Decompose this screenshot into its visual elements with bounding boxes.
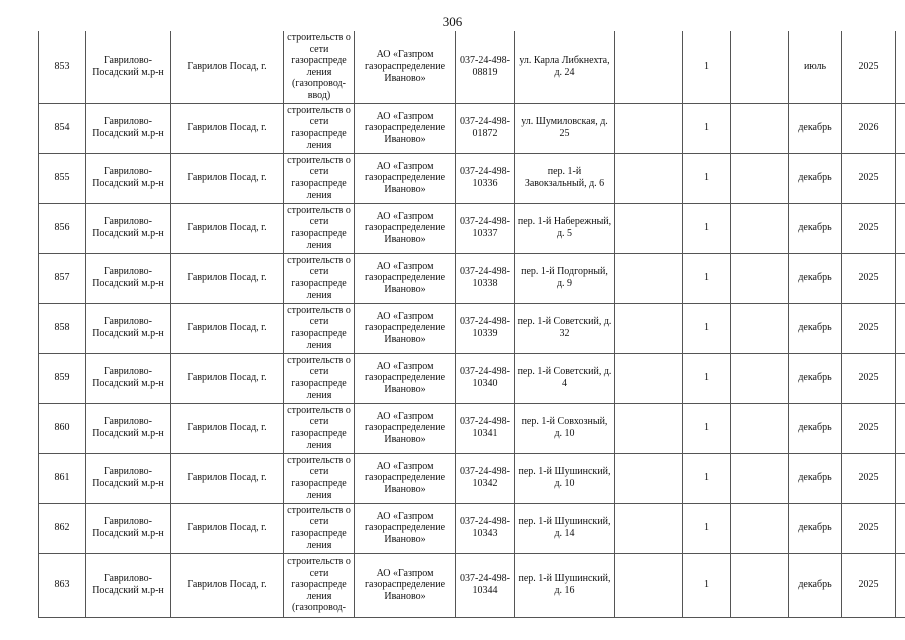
count-cell: 1 [683,303,731,353]
row-number-cell: 857 [39,253,86,303]
year-cell: 2025 [842,203,896,253]
empty-cell [615,253,683,303]
cadastral-code-cell: 037-24-498-10343 [456,503,515,553]
operator-cell: АО «Газпром газораспределение Иваново» [355,103,456,153]
table-row [39,453,905,503]
empty-cell [615,203,683,253]
count-cell: 1 [683,353,731,403]
locality-cell: Гаврилов Посад, г. [171,253,284,303]
object-cell: строительств о сети газораспреде ления [284,303,355,353]
address-cell: ул. Шумиловская, д. 25 [515,103,615,153]
locality-cell: Гаврилов Посад, г. [171,453,284,503]
operator-cell: АО «Газпром газораспределение Иваново» [355,31,456,103]
address-cell: пер. 1-й Набережный, д. 5 [515,203,615,253]
empty-cell [731,253,789,303]
month-cell: декабрь [789,153,842,203]
address-cell: пер. 1-й Подгорный, д. 9 [515,253,615,303]
empty-cell [615,553,683,617]
empty-cell [615,453,683,503]
table-row [39,31,905,103]
empty-cell [731,503,789,553]
locality-cell: Гаврилов Посад, г. [171,403,284,453]
empty-cell [615,403,683,453]
cadastral-code-cell: 037-24-498-10341 [456,403,515,453]
table-row [39,203,905,253]
empty-cell [896,503,905,553]
table-row [39,103,905,153]
locality-cell: Гаврилов Посад, г. [171,353,284,403]
year-cell: 2025 [842,153,896,203]
district-cell: Гаврилово-Посадский м.р-н [86,153,171,203]
operator-cell: АО «Газпром газораспределение Иваново» [355,153,456,203]
table-row [39,303,905,353]
count-cell: 1 [683,403,731,453]
object-cell: строительств о сети газораспреде ления (газопровод- [284,553,355,617]
table-row [39,503,905,553]
year-cell: 2025 [842,303,896,353]
row-number-cell: 860 [39,403,86,453]
empty-cell [615,353,683,403]
empty-cell [896,253,905,303]
object-cell: строительств о сети газораспреде ления (газопровод-ввод) [284,31,355,103]
cadastral-code-cell: 037-24-498-10340 [456,353,515,403]
year-cell: 2025 [842,453,896,503]
address-cell: пер. 1-й Совхозный, д. 10 [515,403,615,453]
object-cell: строительств о сети газораспреде ления [284,503,355,553]
district-cell: Гаврилово-Посадский м.р-н [86,353,171,403]
address-cell: пер. 1-й Шушинский, д. 16 [515,553,615,617]
cadastral-code-cell: 037-24-498-10339 [456,303,515,353]
district-cell: Гаврилово-Посадский м.р-н [86,203,171,253]
operator-cell: АО «Газпром газораспределение Иваново» [355,553,456,617]
empty-cell [731,353,789,403]
month-cell: декабрь [789,303,842,353]
row-number-cell: 856 [39,203,86,253]
table-row [39,353,905,403]
locality-cell: Гаврилов Посад, г. [171,31,284,103]
empty-cell [731,203,789,253]
count-cell: 1 [683,31,731,103]
operator-cell: АО «Газпром газораспределение Иваново» [355,453,456,503]
row-number-cell: 863 [39,553,86,617]
cadastral-code-cell: 037-24-498-10336 [456,153,515,203]
table-body [39,31,905,617]
object-cell: строительств о сети газораспреде ления [284,203,355,253]
empty-cell [615,103,683,153]
operator-cell: АО «Газпром газораспределение Иваново» [355,253,456,303]
object-cell: строительств о сети газораспреде ления [284,353,355,403]
row-number-cell: 855 [39,153,86,203]
empty-cell [615,153,683,203]
district-cell: Гаврилово-Посадский м.р-н [86,103,171,153]
empty-cell [731,453,789,503]
address-cell: пер. 1-й Шушинский, д. 10 [515,453,615,503]
row-number-cell: 854 [39,103,86,153]
row-number-cell: 859 [39,353,86,403]
page-number: 306 [442,14,463,29]
table-row [39,153,905,203]
operator-cell: АО «Газпром газораспределение Иваново» [355,503,456,553]
empty-cell [896,31,905,103]
year-cell: 2026 [842,103,896,153]
locality-cell: Гаврилов Посад, г. [171,303,284,353]
cadastral-code-cell: 037-24-498-10344 [456,553,515,617]
district-cell: Гаврилово-Посадский м.р-н [86,31,171,103]
count-cell: 1 [683,453,731,503]
district-cell: Гаврилово-Посадский м.р-н [86,503,171,553]
operator-cell: АО «Газпром газораспределение Иваново» [355,303,456,353]
year-cell: 2025 [842,503,896,553]
cadastral-code-cell: 037-24-498-10337 [456,203,515,253]
count-cell: 1 [683,253,731,303]
district-cell: Гаврилово-Посадский м.р-н [86,253,171,303]
empty-cell [896,303,905,353]
object-cell: строительств о сети газораспреде ления [284,453,355,503]
district-cell: Гаврилово-Посадский м.р-н [86,453,171,503]
month-cell: декабрь [789,453,842,503]
object-cell: строительств о сети газораспреде ления [284,103,355,153]
month-cell: декабрь [789,503,842,553]
object-cell: строительств о сети газораспреде ления [284,253,355,303]
empty-cell [731,31,789,103]
empty-cell [615,31,683,103]
table-row [39,403,905,453]
month-cell: декабрь [789,253,842,303]
address-cell: пер. 1-й Завокзальный, д. 6 [515,153,615,203]
empty-cell [731,403,789,453]
empty-cell [896,103,905,153]
gasification-table [38,31,905,618]
table-row [39,253,905,303]
address-cell: ул. Карла Либкнехта, д. 24 [515,31,615,103]
empty-cell [615,503,683,553]
empty-cell [896,153,905,203]
month-cell: декабрь [789,203,842,253]
empty-cell [896,353,905,403]
empty-cell [896,403,905,453]
empty-cell [731,153,789,203]
district-cell: Гаврилово-Посадский м.р-н [86,553,171,617]
locality-cell: Гаврилов Посад, г. [171,503,284,553]
row-number-cell: 861 [39,453,86,503]
locality-cell: Гаврилов Посад, г. [171,203,284,253]
empty-cell [896,453,905,503]
district-cell: Гаврилово-Посадский м.р-н [86,403,171,453]
year-cell: 2025 [842,553,896,617]
address-cell: пер. 1-й Шушинский, д. 14 [515,503,615,553]
empty-cell [615,303,683,353]
year-cell: 2025 [842,31,896,103]
address-cell: пер. 1-й Советский, д. 4 [515,353,615,403]
empty-cell [896,203,905,253]
month-cell: декабрь [789,403,842,453]
locality-cell: Гаврилов Посад, г. [171,553,284,617]
empty-cell [731,553,789,617]
count-cell: 1 [683,503,731,553]
count-cell: 1 [683,203,731,253]
count-cell: 1 [683,153,731,203]
count-cell: 1 [683,553,731,617]
locality-cell: Гаврилов Посад, г. [171,153,284,203]
object-cell: строительств о сети газораспреде ления [284,403,355,453]
empty-cell [731,303,789,353]
month-cell: июль [789,31,842,103]
year-cell: 2025 [842,403,896,453]
row-number-cell: 862 [39,503,86,553]
cadastral-code-cell: 037-24-498-08819 [456,31,515,103]
district-cell: Гаврилово-Посадский м.р-н [86,303,171,353]
cadastral-code-cell: 037-24-498-01872 [456,103,515,153]
empty-cell [896,553,905,617]
month-cell: декабрь [789,553,842,617]
year-cell: 2025 [842,253,896,303]
cadastral-code-cell: 037-24-498-10338 [456,253,515,303]
object-cell: строительств о сети газораспреде ления [284,153,355,203]
year-cell: 2025 [842,353,896,403]
operator-cell: АО «Газпром газораспределение Иваново» [355,203,456,253]
operator-cell: АО «Газпром газораспределение Иваново» [355,403,456,453]
operator-cell: АО «Газпром газораспределение Иваново» [355,353,456,403]
locality-cell: Гаврилов Посад, г. [171,103,284,153]
month-cell: декабрь [789,103,842,153]
cadastral-code-cell: 037-24-498-10342 [456,453,515,503]
address-cell: пер. 1-й Советский, д. 32 [515,303,615,353]
empty-cell [731,103,789,153]
table-row [39,553,905,617]
row-number-cell: 858 [39,303,86,353]
count-cell: 1 [683,103,731,153]
row-number-cell: 853 [39,31,86,103]
month-cell: декабрь [789,353,842,403]
